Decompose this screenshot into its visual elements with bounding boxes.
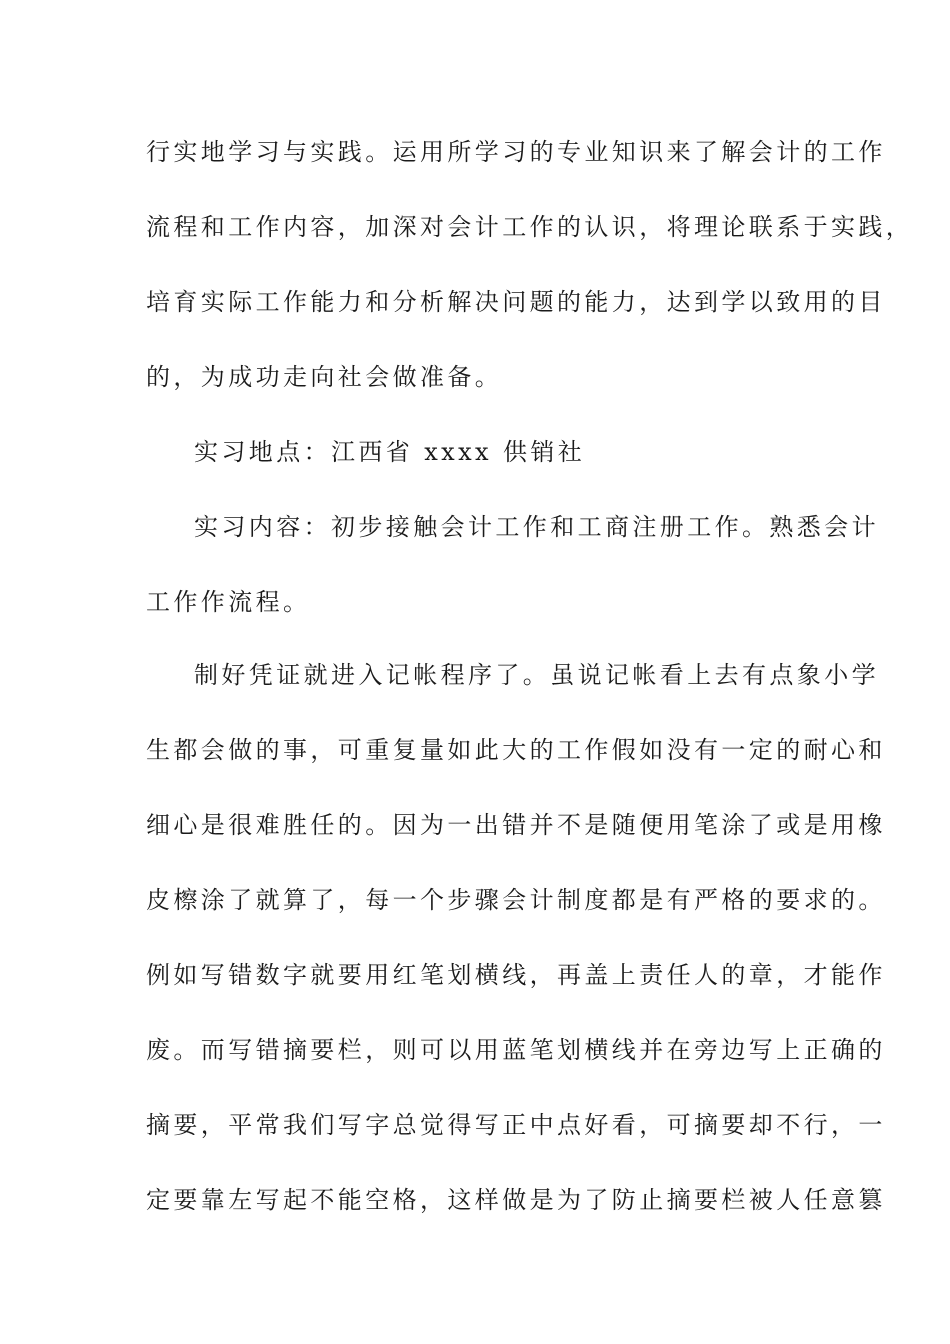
text-line-9: 生都会做的事，可重复量如此大的工作假如没有一定的耐心和 [146,736,886,764]
text-line-14: 摘要，平常我们写字总觉得写正中点好看，可摘要却不行，一 [146,1111,886,1139]
text-line-11: 皮檫涂了就算了，每一个步骤会计制度都是有严格的要求的。 [146,886,886,914]
text-line-8: 制好凭证就进入记帐程序了。虽说记帐看上去有点象小学 [194,661,879,689]
text-line-2: 流程和工作内容，加深对会计工作的认识，将理论联系于实践， [146,213,914,241]
text-line-1: 行实地学习与实践。运用所学习的专业知识来了解会计的工作 [146,138,886,166]
text-line-12: 例如写错数字就要用红笔划横线，再盖上责任人的章，才能作 [146,961,886,989]
text-line-15: 定要靠左写起不能空格，这样做是为了防止摘要栏被人任意篡 [146,1186,886,1214]
text-line-5: 实习地点：江西省 xxxx 供销社 [194,438,586,466]
text-line-6: 实习内容：初步接触会计工作和工商注册工作。熟悉会计 [194,513,879,541]
text-line-3: 培育实际工作能力和分析解决问题的能力，达到学以致用的目 [146,288,886,316]
text-line-13: 废。而写错摘要栏，则可以用蓝笔划横线并在旁边写上正确的 [146,1036,886,1064]
text-line-10: 细心是很难胜任的。因为一出错并不是随便用笔涂了或是用橡 [146,811,886,839]
text-line-4: 的，为成功走向社会做准备。 [146,363,503,391]
text-line-7: 工作作流程。 [146,588,311,616]
